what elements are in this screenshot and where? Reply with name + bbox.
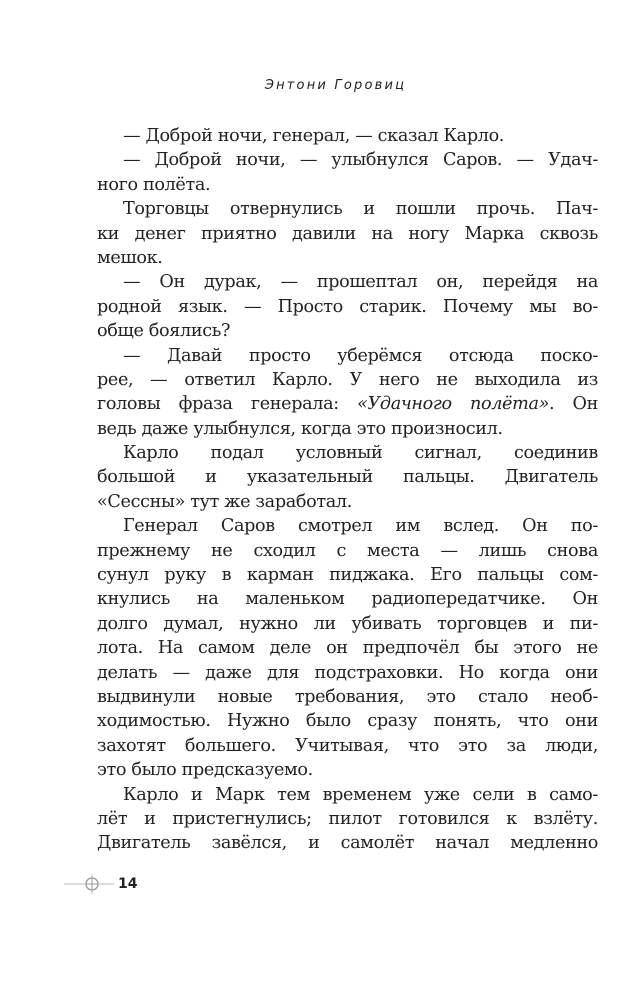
text-segment: «Сессны» тут же заработал. xyxy=(97,491,352,512)
text-line xyxy=(97,831,598,855)
text-line xyxy=(97,661,598,685)
text-segment: — Он дурак, — прошептал он, перейдя на xyxy=(123,272,598,293)
text-segment: Генерал Саров смотрел им вслед. Он по- xyxy=(123,516,598,537)
text-segment: мешок. xyxy=(97,247,163,268)
text-line xyxy=(97,758,598,782)
text-line xyxy=(97,441,598,465)
italic-quote: «Удачного полёта» xyxy=(357,394,550,415)
text-line xyxy=(97,465,598,489)
text-line xyxy=(97,539,598,563)
text-segment: головы фраза генерала: xyxy=(97,394,358,415)
text-line xyxy=(97,734,598,758)
text-line xyxy=(97,222,598,246)
text-line xyxy=(97,783,598,807)
text-segment: ведь даже улыбнулся, когда это произносил. xyxy=(97,418,503,439)
crosshair-ornament-icon xyxy=(64,872,114,896)
text-line xyxy=(97,173,598,197)
text-line xyxy=(97,368,598,392)
text-segment: сунул руку в карман пиджака. Его пальцы сом- xyxy=(97,565,598,586)
text-segment: ки денег приятно давили на ногу Марка сквозь xyxy=(97,223,598,244)
text-line xyxy=(97,295,598,319)
page-number: 14 xyxy=(118,876,138,892)
text-line xyxy=(97,709,598,733)
text-segment: — Давай просто уберёмся отсюда поско- xyxy=(123,345,598,366)
text-segment: захотят большего. Учитывая, что это за люди, xyxy=(97,735,598,756)
text-segment: кнулись на маленьком радиопередатчике. Он xyxy=(97,589,598,610)
text-segment: Карло подал условный сигнал, соединив xyxy=(123,443,598,464)
text-segment: — Доброй ночи, — улыбнулся Саров. — Удач- xyxy=(123,150,598,171)
text-line xyxy=(97,636,598,660)
text-segment: . Он xyxy=(549,394,599,415)
text-line xyxy=(97,246,598,270)
text-segment: выдвинули новые требования, это стало необ- xyxy=(97,686,598,707)
text-line xyxy=(97,563,598,587)
text-line xyxy=(97,612,598,636)
text-line xyxy=(97,807,598,831)
text-line xyxy=(97,685,598,709)
text-line xyxy=(97,490,598,514)
text-line xyxy=(97,587,598,611)
text-line xyxy=(97,148,598,172)
text-segment: лота. На самом деле он предпочёл бы этого не xyxy=(97,638,598,659)
text-line xyxy=(97,124,598,148)
text-segment: обще боялись? xyxy=(97,321,231,342)
text-segment: это было предсказуемо. xyxy=(97,760,313,781)
folio xyxy=(64,872,137,896)
body-text xyxy=(97,124,598,856)
text-segment: родной язык. — Просто старик. Почему мы во- xyxy=(97,296,598,317)
text-segment: долго думал, нужно ли убивать торговцев и пи- xyxy=(97,613,598,634)
text-segment: Торговцы отвернулись и пошли прочь. Пач- xyxy=(123,199,598,220)
text-segment: рее, — ответил Карло. У него не выходила из xyxy=(97,369,598,390)
text-line xyxy=(97,270,598,294)
text-segment: лёт и пристегнулись; пилот готовился к взлёту. xyxy=(97,808,598,829)
text-segment: — Доброй ночи, генерал, — сказал Карло. xyxy=(123,126,505,146)
text-line xyxy=(97,197,598,221)
text-segment: прежнему не сходил с места — лишь снова xyxy=(97,540,598,561)
text-line xyxy=(97,417,598,441)
text-line xyxy=(97,344,598,368)
text-segment: большой и указательный пальцы. Двигатель xyxy=(97,467,598,488)
text-segment: делать — даже для подстраховки. Но когда они xyxy=(97,662,598,683)
text-line xyxy=(97,392,598,416)
text-segment: Карло и Марк тем временем уже сели в само- xyxy=(123,784,598,805)
text-segment: ного полёта. xyxy=(97,174,211,195)
running-header: Энтони Горовиц xyxy=(264,78,407,93)
text-line xyxy=(97,319,598,343)
text-segment: Двигатель завёлся, и самолёт начал медленно xyxy=(97,833,598,854)
text-segment: ходимостью. Нужно было сразу понять, что они xyxy=(97,711,598,732)
text-line xyxy=(97,514,598,538)
